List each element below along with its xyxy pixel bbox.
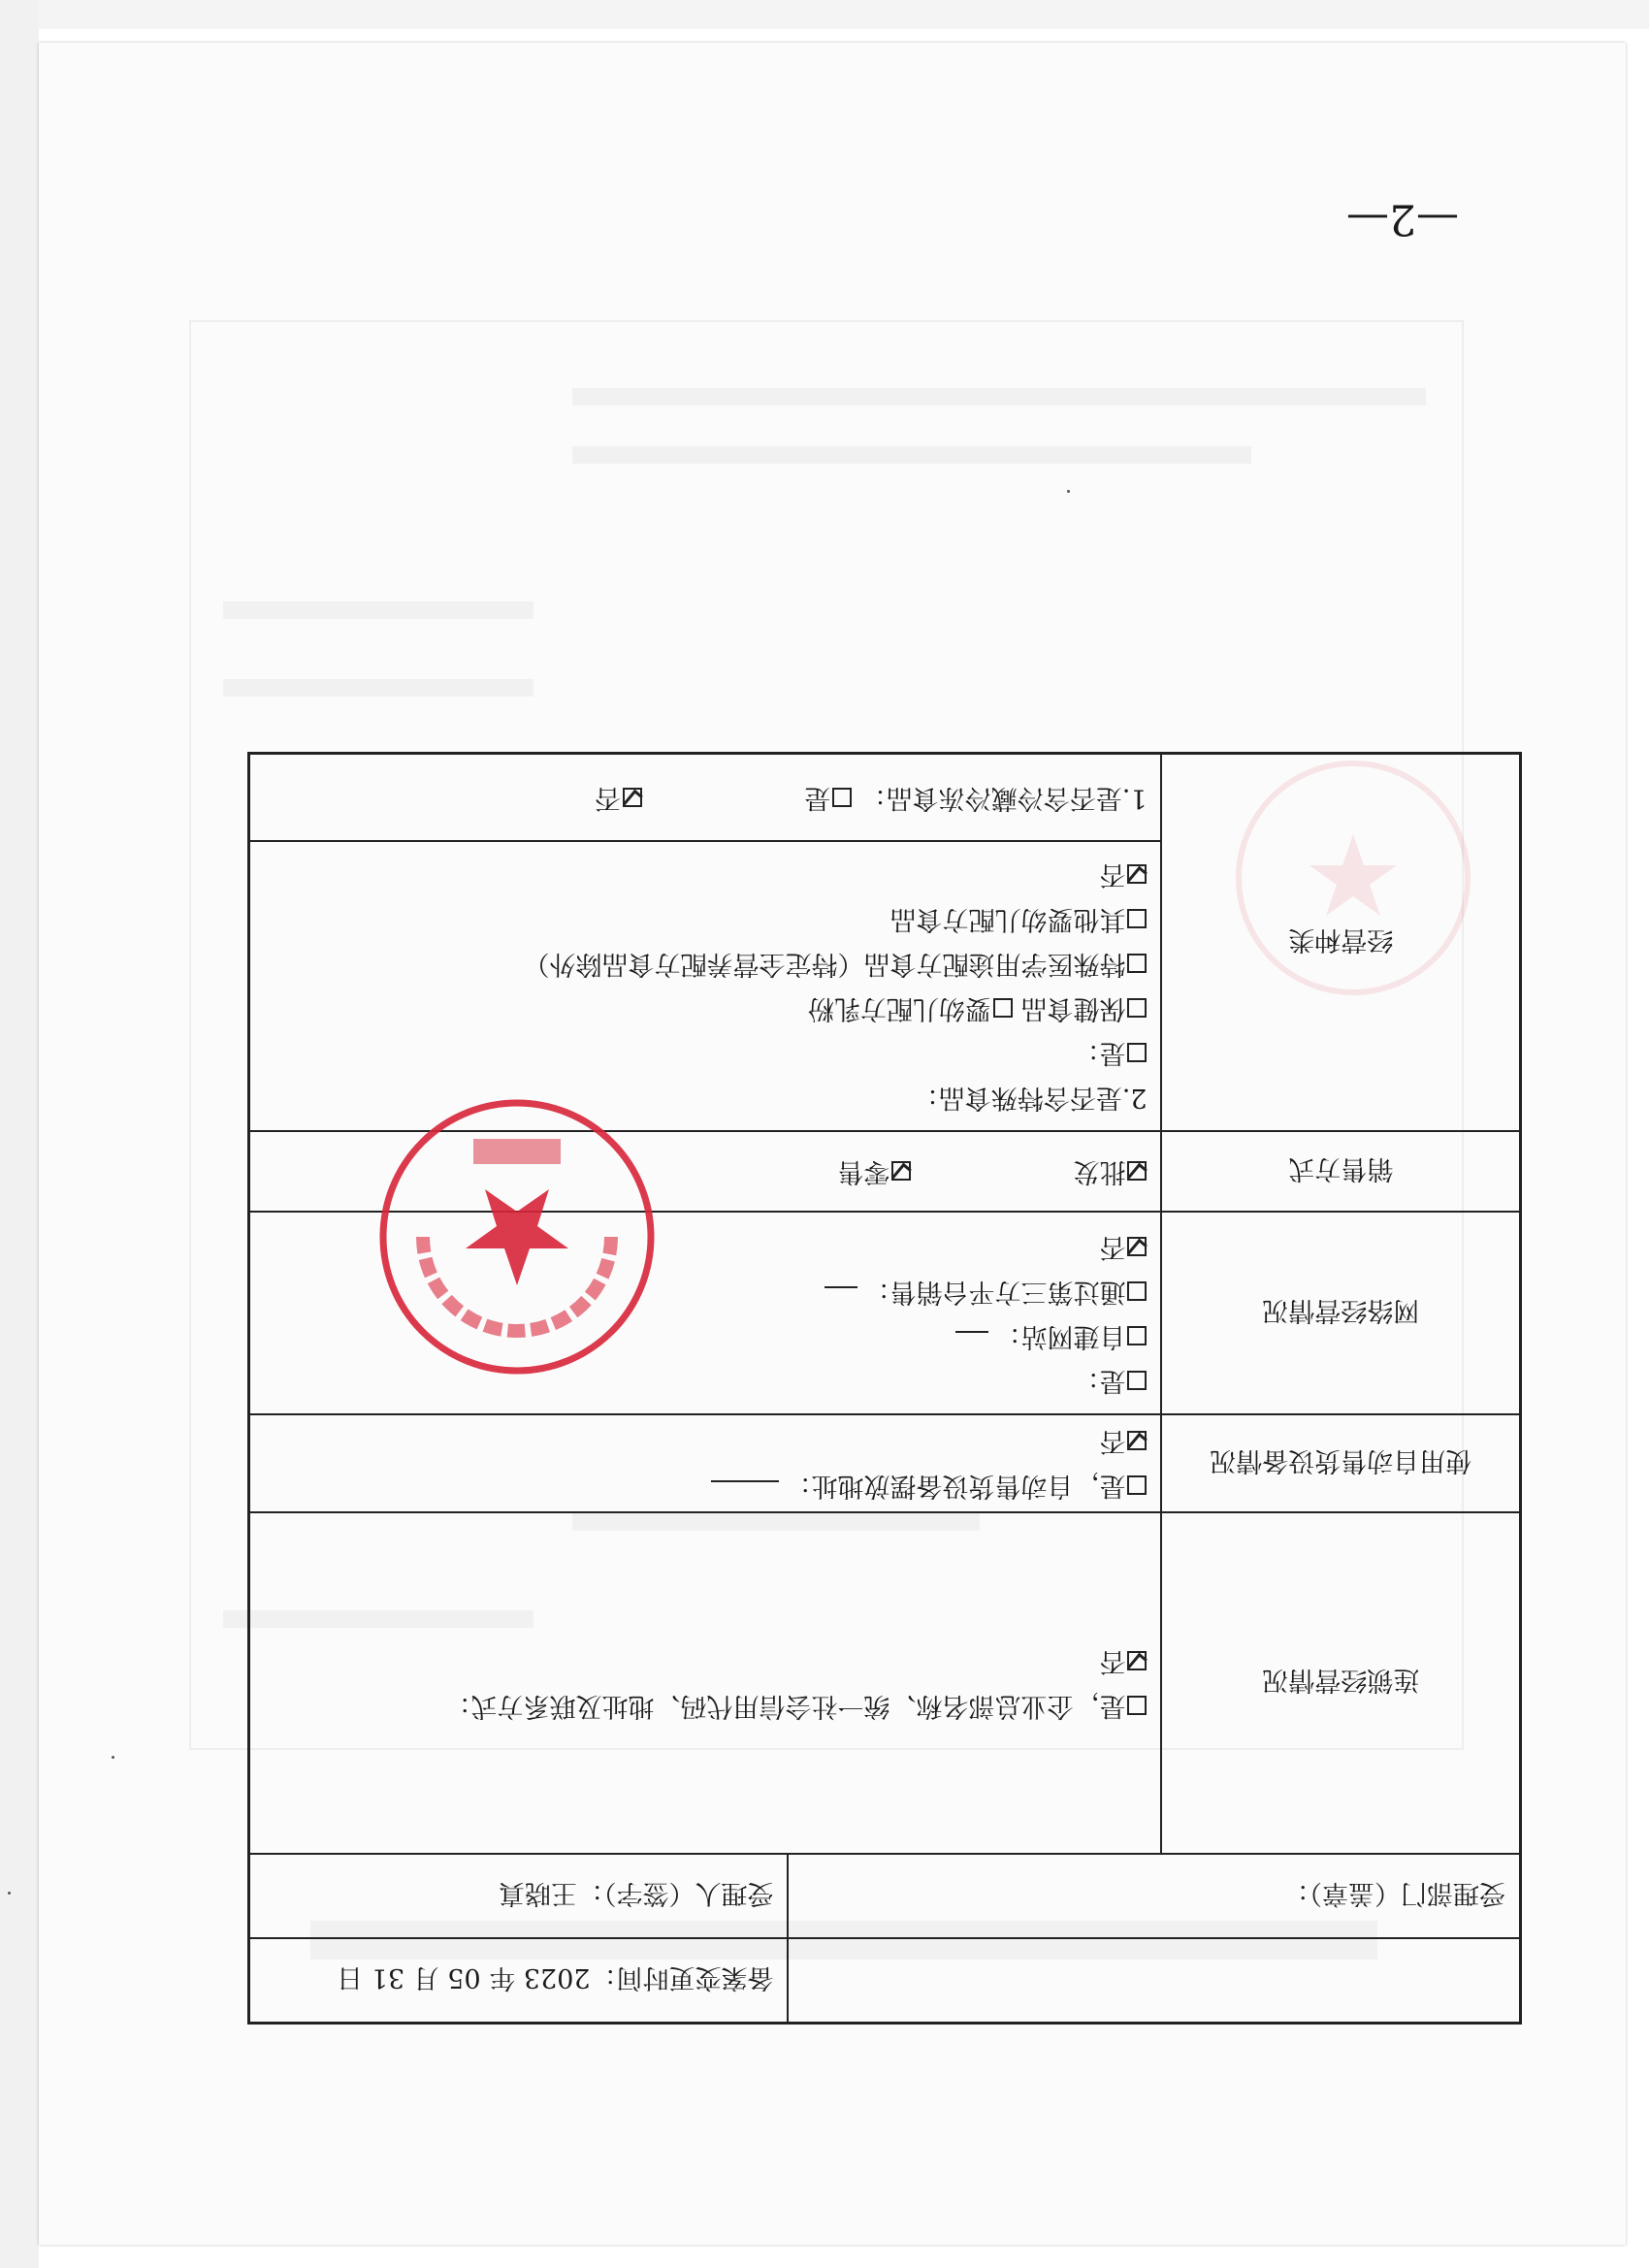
bleed-through-line <box>572 388 1426 405</box>
blank-line <box>712 1480 780 1507</box>
official-seal-icon <box>376 1096 658 1377</box>
special-food-yes-line <box>264 1030 1148 1075</box>
checkbox-icon <box>1128 1696 1148 1715</box>
bleed-through-line <box>223 679 534 697</box>
online-self-site-label: 自建网站： <box>994 1320 1126 1351</box>
checkbox-icon <box>1128 1475 1148 1495</box>
chain-yes-line <box>264 1683 1148 1728</box>
cold-food-question: 1.是否含冷藏冷冻食品： <box>859 783 1148 814</box>
form-row-vending <box>249 1414 1521 1512</box>
scan-speck <box>8 1892 11 1895</box>
checked-checkbox-icon <box>1128 1651 1148 1670</box>
checkbox-icon <box>1128 954 1148 973</box>
blank-line <box>825 1286 858 1313</box>
vending-yes-label: 是，自动售货设备摆放地址： <box>785 1471 1126 1502</box>
retail-label: 零售 <box>837 1156 890 1187</box>
form-row-chain <box>249 1512 1521 1854</box>
checked-checkbox-icon <box>623 788 642 807</box>
blank-cell <box>789 1938 1521 2023</box>
infant-formula-label: 婴幼儿配方乳粉 <box>807 993 991 1024</box>
vending-no-line <box>264 1418 1148 1463</box>
checked-checkbox-icon <box>1128 1431 1148 1450</box>
chain-label: 连锁经营情况 <box>1162 1512 1521 1854</box>
other-infant-line <box>264 896 1148 941</box>
blank-line <box>956 1331 989 1358</box>
vending-cell <box>249 1414 1162 1512</box>
scan-speck <box>112 1756 114 1759</box>
special-food-no-label: 否 <box>1099 859 1126 891</box>
online-yes-label: 是： <box>1073 1365 1126 1396</box>
other-infant-label: 其他婴幼儿配方食品 <box>889 904 1126 935</box>
wholesale-label: 批发 <box>1073 1156 1126 1187</box>
special-food-options-line <box>264 986 1148 1030</box>
special-food-question: 2.是否含特殊食品： <box>912 1083 1148 1114</box>
bleed-through-line <box>572 446 1251 464</box>
checkbox-icon <box>1128 1371 1148 1390</box>
change-time: 备案变更时间：2023 年 05 月 31 日 <box>249 1938 789 2023</box>
checkbox-icon <box>1128 998 1148 1018</box>
checkbox-icon <box>1128 1281 1148 1301</box>
vending-label: 使用自动售货设备情况 <box>1162 1414 1521 1512</box>
chain-no-line <box>264 1638 1148 1683</box>
scan-speck <box>1067 490 1070 493</box>
page-number: —2— <box>1346 194 1459 243</box>
special-medical-label: 特殊医学用途配方食品（特定全营养配方食品除外） <box>523 949 1126 980</box>
checked-checkbox-icon <box>1128 1237 1148 1256</box>
form-row-change-time <box>249 1938 1521 2023</box>
cold-food-no-label: 否 <box>594 783 621 814</box>
accepting-department: 受理部门（盖章）： <box>789 1854 1521 1938</box>
checked-checkbox-icon <box>891 1161 911 1181</box>
special-food-yes-label: 是： <box>1073 1038 1126 1069</box>
sale-mode-label: 销售方式 <box>1162 1131 1521 1212</box>
special-food-cell <box>249 841 1162 1131</box>
checkbox-icon <box>993 998 1013 1018</box>
online-third-party-label: 通过第三方平台销售： <box>863 1276 1126 1307</box>
checked-checkbox-icon <box>1128 1161 1148 1181</box>
checkbox-icon <box>832 788 852 807</box>
cold-food-yes-label: 是 <box>804 783 831 814</box>
online-label: 网络经营情况 <box>1162 1212 1521 1414</box>
checked-checkbox-icon <box>1128 864 1148 884</box>
chain-yes-label: 是，企业总部名称、统一社会信用代码、地址及联系方式： <box>444 1690 1126 1721</box>
form-row-accept <box>249 1854 1521 1938</box>
vending-no-label: 否 <box>1099 1426 1126 1457</box>
handler-signature: 受理人（签字）：王晓真 <box>249 1854 789 1938</box>
online-no-label: 否 <box>1099 1231 1126 1262</box>
scan-top-margin <box>0 0 1649 29</box>
bleed-through-line <box>223 601 534 619</box>
checkbox-icon <box>1128 909 1148 928</box>
special-medical-line <box>264 941 1148 986</box>
checkbox-icon <box>1128 1043 1148 1062</box>
cold-food-line <box>264 775 1148 820</box>
chain-no-label: 否 <box>1099 1645 1126 1676</box>
chain-cell <box>249 1512 1162 1854</box>
faint-seal-icon <box>1232 757 1474 999</box>
checkbox-icon <box>1128 1326 1148 1345</box>
scan-left-margin <box>0 0 39 2268</box>
food-type-label: 经营种类 <box>1162 754 1521 1131</box>
cold-food-cell <box>249 754 1162 842</box>
health-food-label: 保健食品 <box>1020 993 1126 1024</box>
special-food-no-line <box>264 852 1148 896</box>
vending-yes-line <box>264 1463 1148 1507</box>
